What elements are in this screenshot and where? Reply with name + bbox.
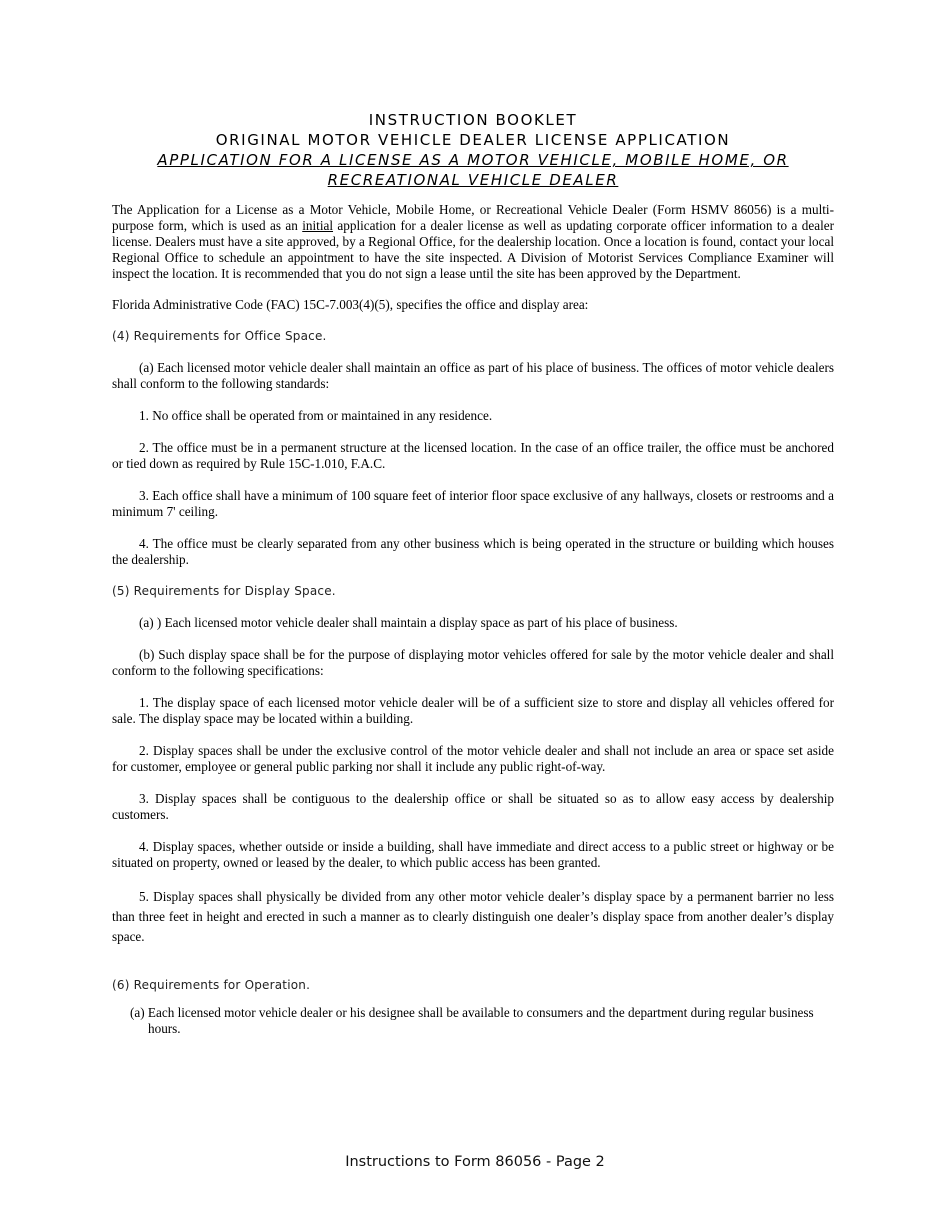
section-5-item-4: 4. Display spaces, whether outside or inside a building, shall have immediate and direct access to a public street or highway or be situated on property, owned or leased by the dealer, to which public access has been granted.	[112, 839, 834, 870]
section-4-item-4: 4. The office must be clearly separated from any other business which is being operated in the structure or building which houses the dealership.	[112, 536, 834, 567]
fac-reference: Florida Administrative Code (FAC) 15C-7.003(4)(5), specifies the office and display area:	[112, 297, 589, 312]
section-4-heading: (4) Requirements for Office Space.	[112, 329, 327, 343]
section-4-item-1: 1. No office shall be operated from or maintained in any residence.	[139, 408, 493, 423]
title-block	[112, 110, 834, 190]
intro-text-start: The Application for a License as a Motor Vehicle, Mobile Home, or Recreational Vehicle Dealer (Form HSMV 86056) is a multi-purpose form, which is used as an	[112, 202, 834, 233]
section-5-item-5: 5. Display spaces shall physically be divided from any other motor vehicle dealer’s display space by a permanent barrier no less than three feet in height and erected in such a manner as to clearly distinguish one dealer’s display space from another dealer’s display space.	[112, 889, 834, 944]
intro-paragraph	[112, 202, 834, 282]
intro-text-end: application for a dealer license as well as updating corporate officer information to a dealer license. Dealers must have a site approved, by a Regional Office, for the dealership location. Once a location is found, contact your local Regional Office to schedule an appointment to have the site inspected. A Division of Motorist Services Compliance Examiner will inspect the location. It is recommended that you do not sign a lease until the site has been approved by the Department.	[112, 218, 834, 281]
section-6-heading: (6) Requirements for Operation.	[112, 978, 311, 992]
section-4-a: (a) Each licensed motor vehicle dealer shall maintain an office as part of his place of business. The offices of motor vehicle dealers shall conform to the following standards:	[112, 360, 834, 391]
intro-initial-word: initial	[302, 218, 334, 233]
section-5-item-3: 3. Display spaces shall be contiguous to the dealership office or shall be situated so as to allow easy access by dealership customers.	[112, 791, 834, 822]
section-5-item-1: 1. The display space of each licensed motor vehicle dealer will be of a sufficient size to store and display all vehicles offered for sale. The display space may be located within a building.	[112, 695, 834, 726]
title-line-1: INSTRUCTION BOOKLET	[368, 111, 578, 129]
section-6-a: (a) Each licensed motor vehicle dealer or his designee shall be available to consumers and the department during regular business hours.	[130, 1005, 814, 1036]
page-footer: Instructions to Form 86056 - Page 2	[345, 1154, 605, 1170]
title-line-2: ORIGINAL MOTOR VEHICLE DEALER LICENSE APPLICATION	[215, 131, 731, 149]
section-5-heading: (5) Requirements for Display Space.	[112, 584, 336, 598]
section-4-item-3: 3. Each office shall have a minimum of 100 square feet of interior floor space exclusive of any hallways, closets or restrooms and a minimum 7' ceiling.	[112, 488, 834, 519]
section-5-b: (b) Such display space shall be for the purpose of displaying motor vehicles offered for sale by the motor vehicle dealer and shall conform to the following specifications:	[112, 647, 834, 678]
section-5-a: (a) ) Each licensed motor vehicle dealer shall maintain a display space as part of his place of business.	[139, 615, 678, 630]
section-4-item-2: 2. The office must be in a permanent structure at the licensed location. In the case of an office trailer, the office must be anchored or tied down as required by Rule 15C-1.010, F.A.C.	[112, 440, 834, 471]
section-5-item-2: 2. Display spaces shall be under the exclusive control of the motor vehicle dealer and shall not include an area or space set aside for customer, employee or general public parking nor shall it include any public right-of-way.	[112, 743, 834, 774]
document-page	[112, 110, 834, 1037]
title-line-3: APPLICATION FOR A LICENSE AS A MOTOR VEHICLE, MOBILE HOME, OR RECREATIONAL VEHICLE DEALER	[157, 151, 789, 189]
